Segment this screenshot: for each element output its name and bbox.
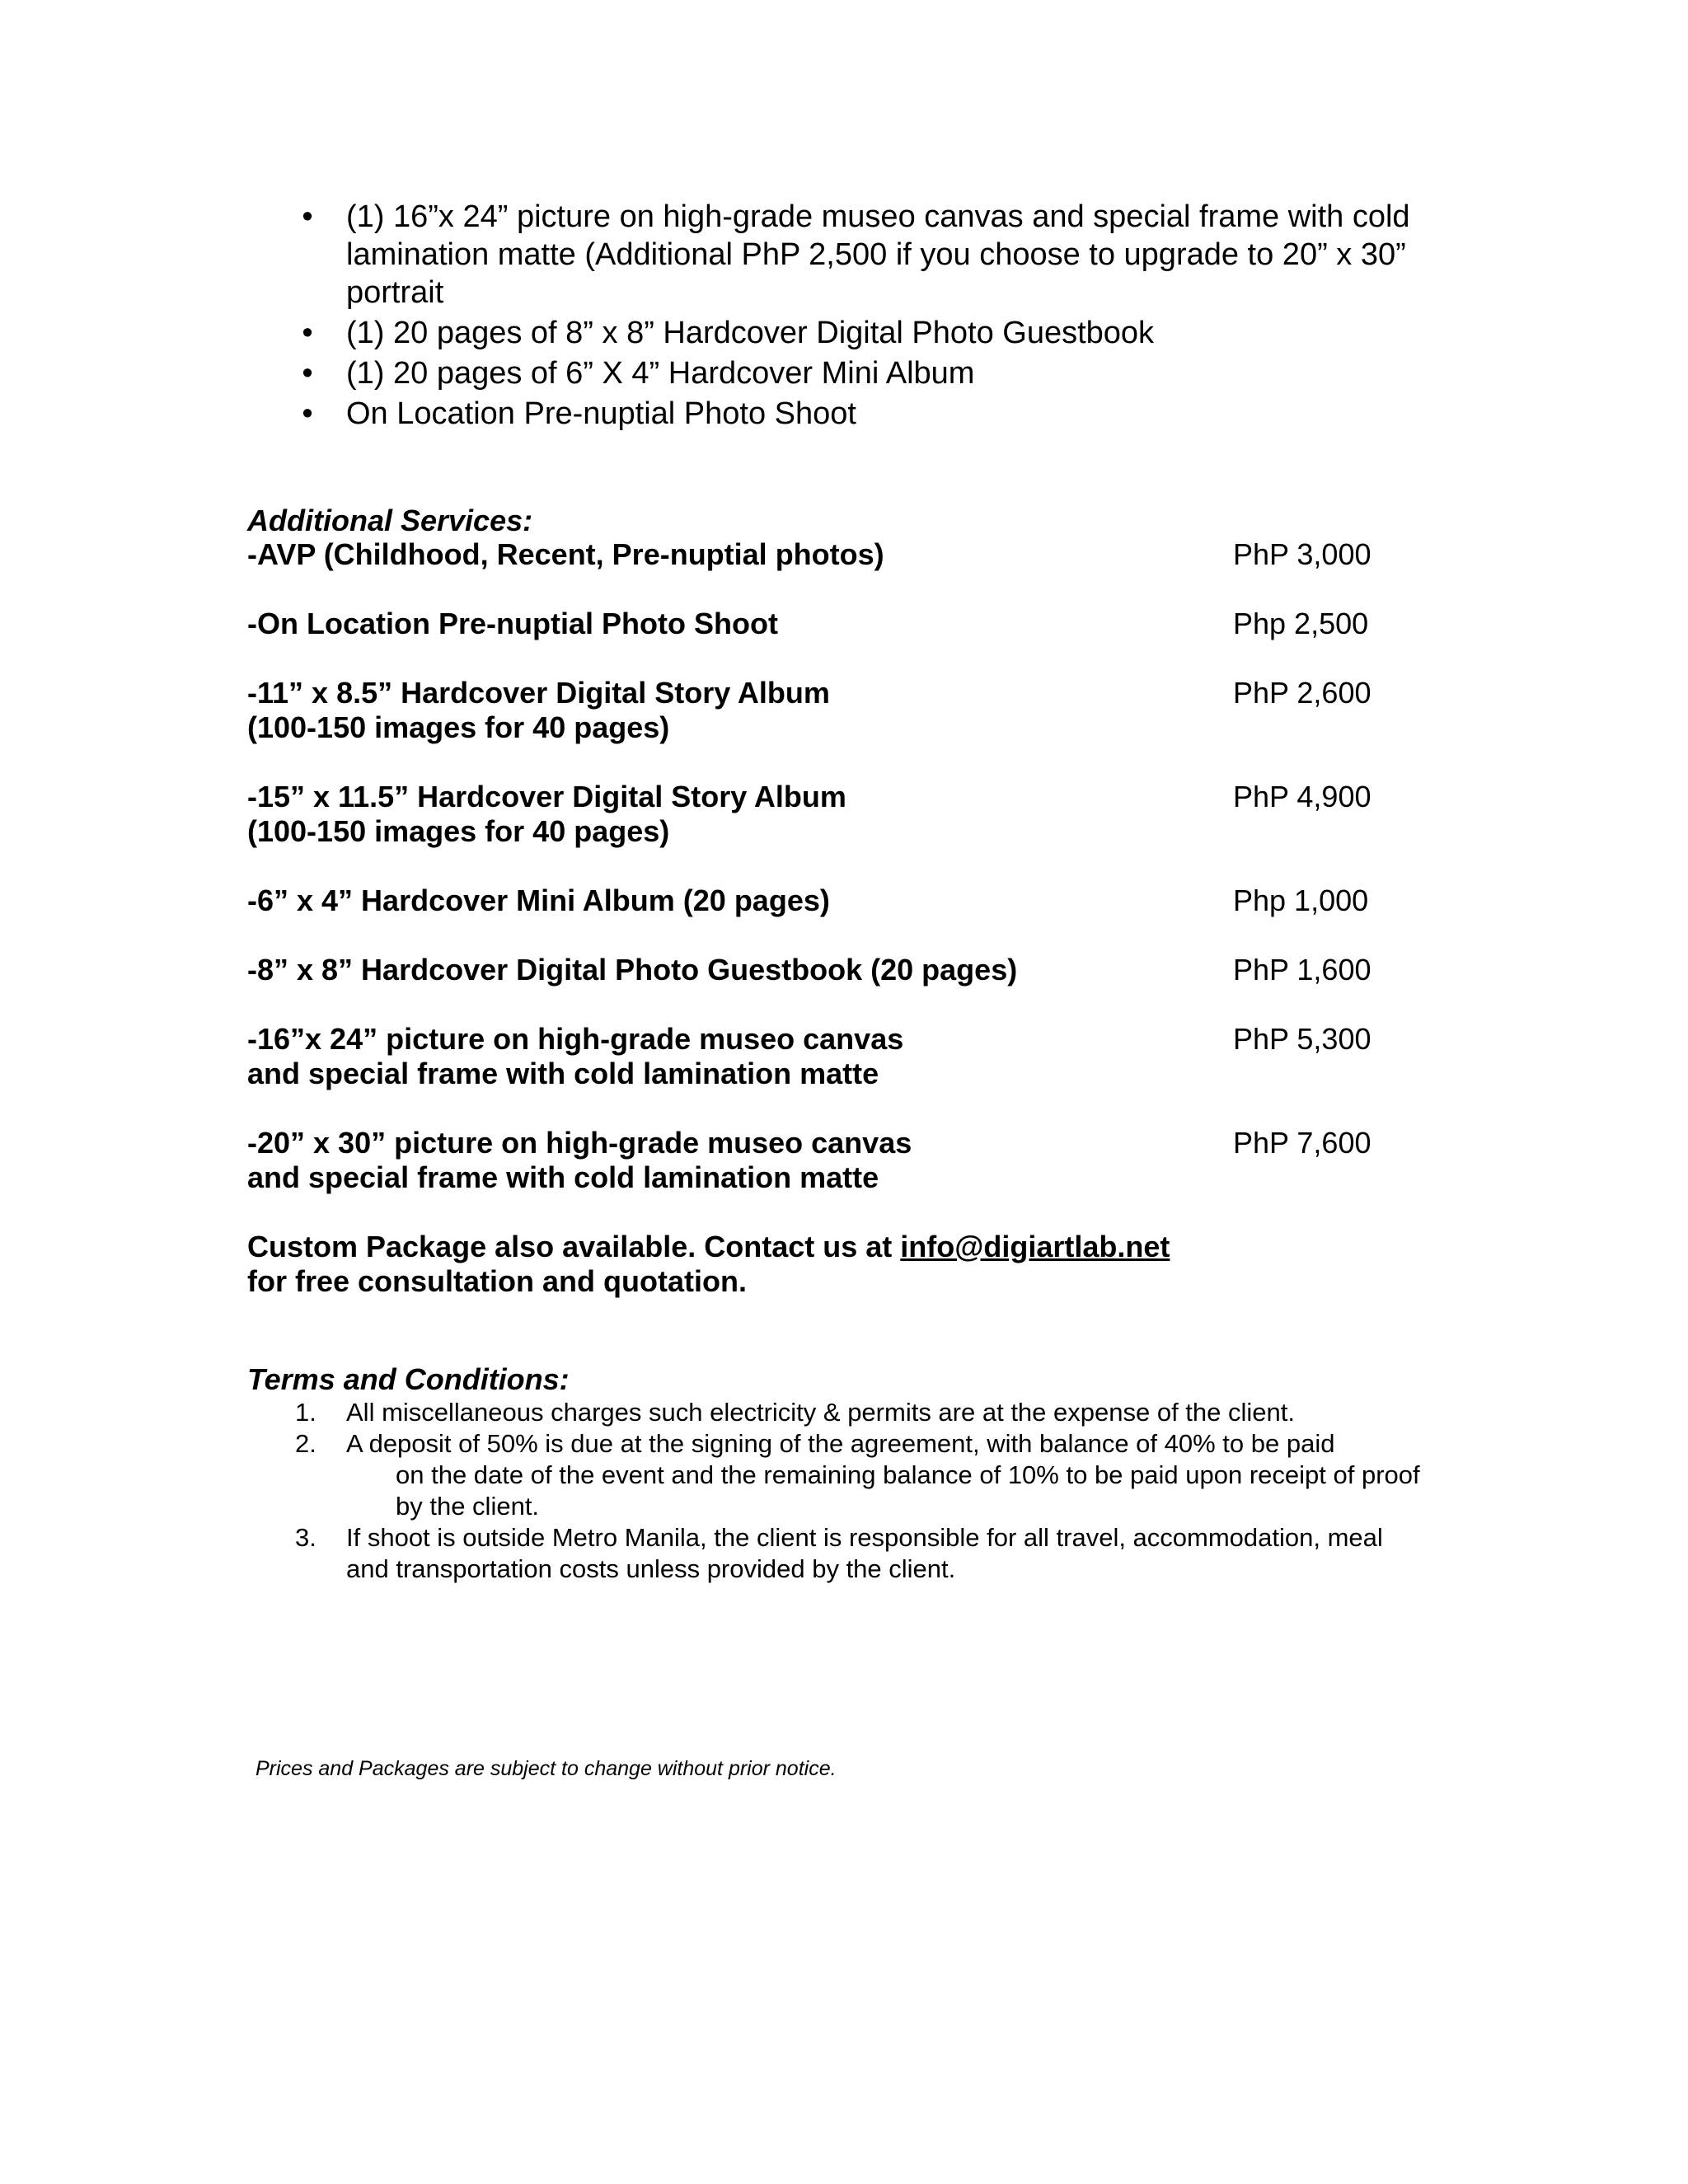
term-text: A deposit of 50% is due at the signing of the agreement, with balance of 40% to be paid (346, 1429, 1335, 1458)
terms-list (295, 1397, 1432, 1585)
service-name: -16”x 24” picture on high-grade museo canvas and special frame with cold lamination matte (247, 1022, 904, 1090)
term-text: All miscellaneous charges such electricity & permits are at the expense of the client. (346, 1398, 1295, 1427)
list-item-text: (1) 20 pages of 6” X 4” Hardcover Mini Album (346, 356, 975, 391)
term-number: 1. (295, 1398, 316, 1427)
service-name: -15” x 11.5” Hardcover Digital Story Album (100-150 images for 40 pages) (247, 780, 846, 848)
list-item-text: (1) 20 pages of 8” x 8” Hardcover Digital Photo Guestbook (346, 316, 1155, 350)
bullet-icon: • (302, 356, 313, 391)
list-item-text: On Location Pre-nuptial Photo Shoot (346, 396, 856, 431)
service-name: -11” x 8.5” Hardcover Digital Story Album (100-150 images for 40 pages) (247, 676, 830, 744)
service-name: -On Location Pre-nuptial Photo Shoot (247, 607, 778, 640)
service-name: -6” x 4” Hardcover Mini Album (20 pages) (247, 883, 830, 917)
term-text: If shoot is outside Metro Manila, the client is responsible for all travel, accommodation, meal and transportation costs unless provided by the client. (346, 1523, 1383, 1583)
service-price: Php 2,500 (1233, 607, 1369, 640)
service-name: -20” x 30” picture on high-grade museo canvas and special frame with cold lamination matte (247, 1126, 912, 1194)
terms-heading: Terms and Conditions: (247, 1362, 570, 1396)
custom-package-note (247, 1230, 1401, 1299)
list-item (295, 395, 1424, 433)
list-item-text: (1) 16”x 24” picture on high-grade museo canvas and special frame with cold lamination matte (Additional PhP 2,500 if you choose to upgrade to 20” x 30” portrait (346, 199, 1410, 310)
list-item (295, 354, 1424, 392)
additional-services-heading: Additional Services: (247, 504, 533, 537)
service-price: PhP 1,600 (1233, 953, 1372, 987)
package-inclusions-list (295, 198, 1424, 435)
bullet-icon: • (302, 316, 313, 350)
service-price: PhP 2,600 (1233, 676, 1372, 710)
list-item (295, 314, 1424, 352)
service-name: -8” x 8” Hardcover Digital Photo Guestbook (20 pages) (247, 953, 1018, 987)
bullet-icon: • (302, 199, 313, 234)
term-text-continued: on the date of the event and the remaining balance of 10% to be paid upon receipt of proof by the client. (396, 1460, 1420, 1521)
term-number: 3. (295, 1523, 316, 1552)
service-name: -AVP (Childhood, Recent, Pre-nuptial photos) (247, 537, 884, 571)
contact-email-link[interactable]: info@digiartlab.net (900, 1230, 1170, 1263)
footer-disclaimer: Prices and Packages are subject to change without prior notice. (256, 1757, 837, 1780)
custom-package-text-2: for free consultation and quotation. (247, 1264, 747, 1298)
service-price: PhP 3,000 (1233, 537, 1372, 571)
custom-package-text: Custom Package also available. Contact us at (247, 1230, 901, 1263)
list-item (295, 1397, 1432, 1428)
service-price: PhP 4,900 (1233, 780, 1372, 813)
list-item (295, 1522, 1432, 1585)
service-price: PhP 5,300 (1233, 1022, 1372, 1056)
list-item (295, 198, 1424, 312)
term-number: 2. (295, 1429, 316, 1458)
bullet-icon: • (302, 396, 313, 431)
list-item (295, 1428, 1432, 1522)
service-price: Php 1,000 (1233, 883, 1369, 917)
service-price: PhP 7,600 (1233, 1126, 1372, 1160)
